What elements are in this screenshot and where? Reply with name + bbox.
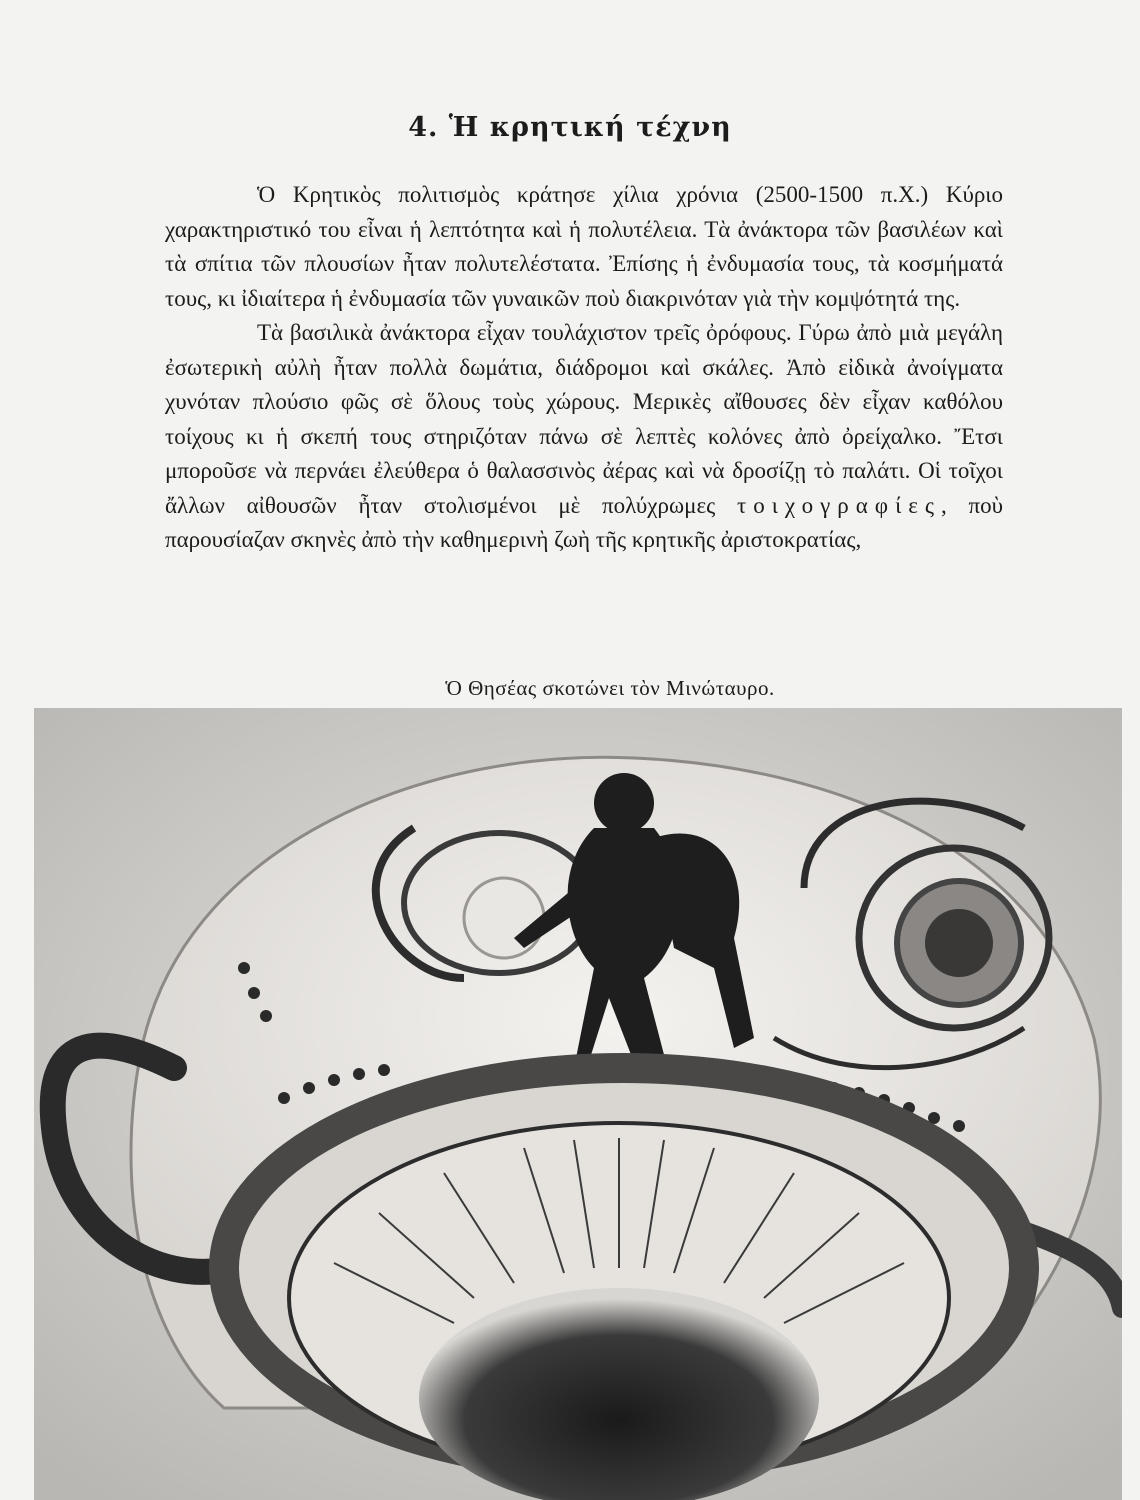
right-eye-pupil: [925, 909, 993, 977]
paragraph-2-text: Τὰ βασιλικὰ ἀνάκτορα εἶχαν τουλάχιστον τρεῖς ὀρόφους. Γύρω ἀπὸ μιὰ μεγάλη ἐσωτερικὴ αὐλὴ ἦταν πολλὰ δωμάτια, διάδρομοι καὶ σκάλες. Ἀπὸ εἰδικὰ ἀνοίγματα χυνόταν πλούσιο φῶς σὲ ὅλους τοὺς χώρους. Μερικὲς αἴθουσες δὲν εἶχαν καθόλου τοίχους κι ἡ σκεπή τους στηριζόταν πάνω σὲ λεπτὲς κολόνες ἀπὸ ὀρείχαλκο. Ἔτσι μποροῦσε νὰ περνάει ἐλεύθερα ὁ θαλασσινὸς ἀέρας καὶ νὰ δροσίζῃ τὸ παλάτι. Οἱ τοῖχοι ἄλλων αἰθουσῶν ἦταν στολισμένοι μὲ πολύχρωμες: [165, 320, 1003, 518]
paragraph-2: [165, 316, 1003, 558]
kylix-photograph: [34, 708, 1122, 1500]
paragraph-2-text-end: , ποὺ παρουσίαζαν σκηνὲς ἀπὸ τὴν καθημερινὴ ζωὴ τῆς κρητικῆς ἀριστοκρατίας,: [165, 492, 1004, 552]
figure-caption: Ὁ Θησέας σκοτώνει τὸν Μινώταυρο.: [445, 676, 775, 700]
body-text: [165, 178, 1003, 558]
foot-base: [419, 1288, 819, 1500]
paragraph-1: Ὁ Κρητικὸς πολιτισμὸς κράτησε χίλια χρόνια (2500-1500 π.Χ.) Κύριο χαρακτηριστικό του εἶναι ἡ λεπτότητα καὶ ἡ πολυτέλεια. Τὰ ἀνάκτορα τῶν βασιλέων καὶ τὰ σπίτια τῶν πλουσίων ἦταν πολυτελέστατα. Ἐπίσης ἡ ἐνδυμασία τους, τὰ κοσμήματά τους, κι ἰδιαίτερα ἡ ἐνδυμασία τῶν γυναικῶν ποὺ διακρινόταν γιὰ τὴν κομψότητά της.: [165, 182, 1003, 311]
section-heading: 4. Ἡ κρητική τέχνη: [408, 112, 732, 143]
left-eye-pupil: [464, 878, 544, 958]
kylix-illustration: [34, 708, 1122, 1500]
spaced-term: τοιχογραφίες: [736, 492, 942, 518]
